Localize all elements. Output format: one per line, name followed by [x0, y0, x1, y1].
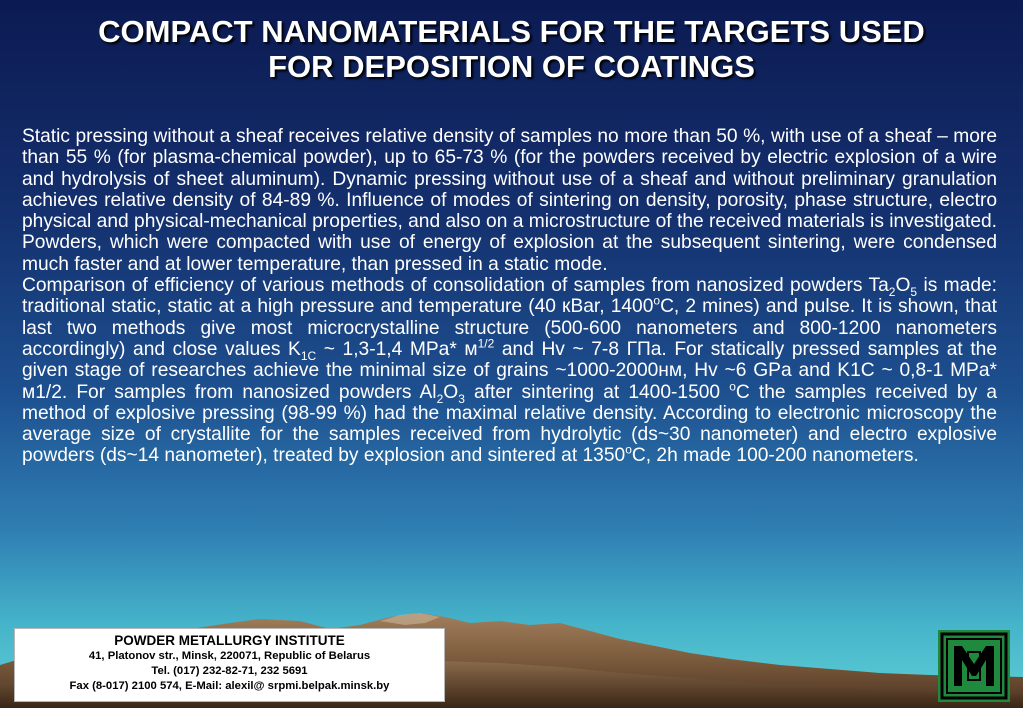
p2-text: is made: traditional static, static at a high pressure and temperature (40 кBar, 1400 — [22, 275, 997, 318]
institute-address: 41, Platonov str., Minsk, 220071, Republic of Belarus — [88, 650, 371, 662]
superscript: 1/2 — [477, 336, 495, 351]
institute-logo-icon — [938, 630, 1010, 702]
institute-phone: Tel. (017) 232-82-71, 232 5691 — [151, 665, 308, 677]
p2-text: ~ 1,3-1,4 MPa* м — [316, 338, 478, 360]
p2-text: O — [895, 275, 911, 297]
subscript: 2 — [888, 284, 896, 299]
superscript: o — [625, 443, 632, 458]
p2-text: C, 2 mines) and pulse. It is shown, that last two methods give most microcrystalline structure (500-600 nanometers and 800-1200 nanometers accordingly) and close values K — [22, 296, 997, 360]
institute-name: POWDER METALLURGY INSTITUTE — [114, 633, 345, 648]
subscript: 1C — [300, 348, 317, 363]
paragraph-1: Static pressing without a sheaf receives relative density of samples no more than 50 %, with use of a sheaf – more than 55 % (for plasma-chemical powder), up to 65-73 % (for the powders received by electric explosion of a wire and hydrolysis of sheet aluminum). Dynamic pressing without use of a sheaf and without preliminary granulation achieves relative density of 84-89 %. Influence of modes of sintering on density, porosity, phase structure, electro physical and physical-mechanical properties, and also on a microstructure of the received materials is investigated. Powders, which were compacted with use of energy of explosion at the subsequent sintering, were condensed much faster and at lower temperature, than pressed in a static mode. — [22, 126, 997, 275]
title-line-2: FOR DEPOSITION OF COATINGS — [268, 49, 755, 84]
subscript: 3 — [458, 391, 465, 406]
subscript: 5 — [910, 284, 918, 299]
p2-text: Comparison of efficiency of various methods of consolidation of samples from nanosized powders Ta — [22, 275, 889, 297]
title-line-1: COMPACT NANOMATERIALS FOR THE TARGETS USED — [98, 14, 925, 49]
p2-text: after sintering at 1400-1500 — [464, 381, 730, 403]
p2-text: C the samples received by a method of explosive pressing (98-99 %) had the maximal relative density. According to electronic microscopy the average size of crystallite for the samples received from hydrolytic (ds~30 nanometer) and electro explosive powders (ds~14 nanometer), treated by explosion and sintered at 1350 — [22, 381, 997, 467]
paragraph-2 — [22, 275, 997, 467]
superscript: o — [729, 379, 736, 394]
institute-fax-email: Fax (8-017) 2100 574, E-Mail: alexil@ srpmi.belpak.minsk.by — [69, 680, 390, 692]
p2-text: O — [443, 381, 459, 403]
subscript: 2 — [436, 391, 444, 406]
superscript: o — [653, 293, 661, 308]
slide-title — [0, 14, 1023, 84]
p2-text: C, 2h made 100-200 nanometers. — [631, 445, 919, 467]
p2-text: and Hv ~ 7-8 ГПa. For statically pressed samples at the given stage of researches achieve the minimal size of grains ~1000-2000нм, Hv ~6 GPa and K1C ~ 0,8-1 MPa* м1/2. For samples from nanosized powders Al — [22, 338, 997, 403]
institute-info-box — [14, 628, 445, 702]
body-text — [22, 126, 997, 467]
